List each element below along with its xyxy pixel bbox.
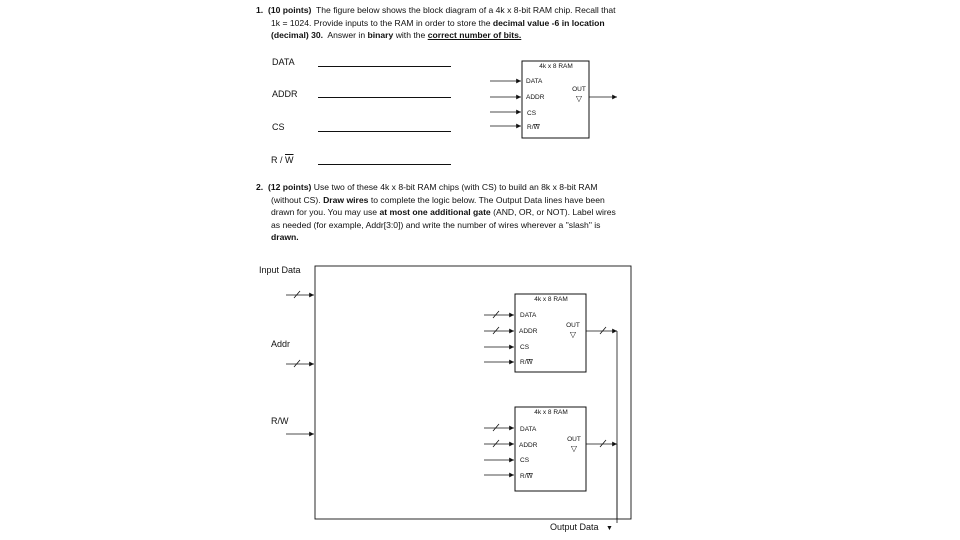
q2-ram-chip-2 [484,407,617,491]
q1-chip-rw-w: W [533,124,540,131]
q2-text-1: Use two of these 4k x 8-bit RAM chips (with CS) to build an 8k x 8-bit RAM [313,182,598,192]
chip1-cs: CS [520,344,530,351]
q2-points: (12 points) [267,182,312,192]
q1-chip-out: OUT [572,86,586,93]
q2-rw-label: R/W [271,416,289,426]
q2-text-2a: (without CS). [271,194,321,205]
q1-data-label: DATA [272,57,295,67]
q2-line-4: as needed (for example, Addr[3:0]) and write the number of wires wherever a "slash" is [271,219,601,230]
q2-text-3a: drawn for you. You may use [271,207,378,217]
chip1-out: OUT [566,322,580,329]
q1-rw-label-r: R / [271,155,286,165]
chip1-addr: ADDR [519,328,538,335]
q1-text-3: Answer in [327,30,366,40]
q2-design-box [315,266,631,519]
chip2-rw-r: R/ [520,473,527,480]
q1-chip-rw-r: R/ [527,124,534,131]
q1-ram-chip [490,61,617,138]
q1-number: 1. [256,5,264,15]
chip2-rw [520,473,534,480]
q1-chip-addr: ADDR [526,94,545,101]
q2-text-3c: (AND, OR, or NOT). Label wires [493,207,616,217]
chip2-data: DATA [520,426,537,433]
chip1-title: 4k x 8 RAM [534,296,568,303]
q1-text-3b: with the [395,30,426,40]
q1-text-1: The figure below shows the block diagram of a 4k x 8-bit RAM chip. Recall that [316,5,616,15]
q1-chip-data: DATA [526,78,543,85]
q1-text-3-bits: correct number of bits. [427,30,522,40]
q2-text-3-bold: at most one additional gate [379,207,491,217]
q1-text-3-binary: binary [367,30,394,40]
q2-addr-label: Addr [271,339,291,349]
q1-text-2: 1k = 1024. Provide inputs to the RAM in order to store the [271,17,491,28]
chip2-title: 4k x 8 RAM [534,409,568,416]
q1-addr-label: ADDR [272,89,298,99]
q1-chip-cs: CS [527,110,537,117]
output-arrow-icon: ▼ [606,525,613,532]
q2-input-data-label: Input Data [259,265,301,275]
chip2-addr: ADDR [519,442,538,449]
q1-text-3-bold: (decimal) 30. [271,30,324,40]
chip1-data: DATA [520,312,537,319]
q2-text-2c: to complete the logic below. The Output Data lines have been [370,194,605,205]
chip2-triangle: ▽ [570,444,578,453]
q1-points: (10 points) [267,5,312,15]
q1-chip-rw [527,124,541,131]
chip1-rw [520,359,534,366]
q2-output-data-label [550,522,613,532]
chip2-rw-w: W [526,473,533,480]
q1-chip-triangle: ▽ [575,94,583,103]
q2-output-data-text: Output Data [550,522,599,532]
chip2-cs: CS [520,457,530,464]
q2-inputs [286,291,314,434]
chip1-rw-w: W [526,359,533,366]
q2-text-2-bold: Draw wires [323,194,369,205]
chip2-out: OUT [567,436,581,443]
chip1-triangle: ▽ [569,330,577,339]
q2-text-5: drawn. [271,232,299,242]
q1-rw-label-w: $\overline{W}$ [285,155,294,165]
q2-number: 2. [256,182,264,192]
q2-ram-chip-1 [484,294,617,372]
q1-text-2-bold: decimal value -6 in location [492,17,605,28]
q1-cs-label: CS [272,122,285,132]
chip1-rw-r: R/ [520,359,527,366]
q1-chip-title: 4k x 8 RAM [539,63,573,70]
